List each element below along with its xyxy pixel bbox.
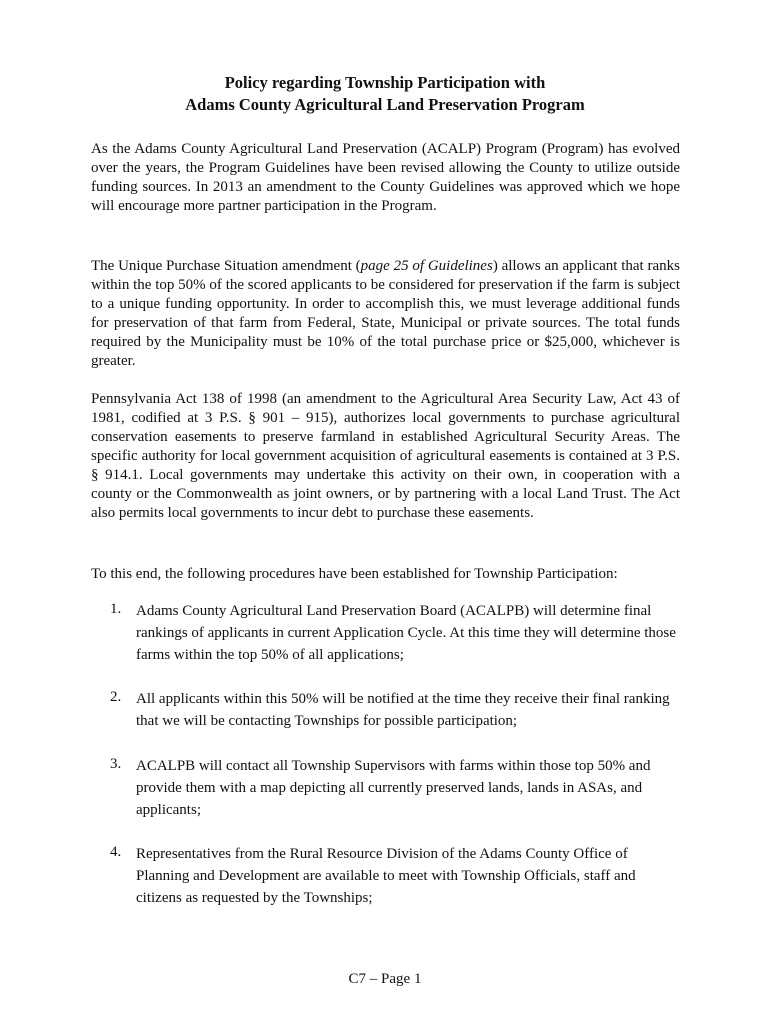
page-footer: C7 – Page 1 — [348, 971, 422, 987]
list-item-number: 3. — [110, 756, 122, 772]
title-line-2: Adams County Agricultural Land Preservation Program — [185, 95, 585, 114]
guidelines-reference: page 25 of Guidelines — [360, 258, 493, 274]
paragraph-act-138: Pennsylvania Act 138 of 1998 (an amendment to the Agricultural Area Security Law, Act 43 of 1981, codified at 3 P.S. § 901 – 915), authorizes local governments to purchase agricultural conservation easements to preserve farmland in established Agricultural Security Areas. The specific authority for local government acquisition of agricultural easements is contained at 3 P.S. § 914.1. Local governments may undertake this activity on their own, in cooperation with a county or the Commonwealth as joint owners, or by partnering with a local Land Trust. The Act also permits local governments to incur debt to purchase these easements. — [91, 391, 680, 521]
paragraph-unique-purchase-end: ) allows an applicant that ranks within the top 50% of the scored applicants to be considered for preservation if the farm is subject to a unique funding opportunity. In order to accomplish this, we must leverage additional funds for preservation of that farm from Federal, State, Municipal or private sources. The total funds required by the Municipality must be 10% of the total purchase price or $25,000, whichever is greater. — [91, 258, 680, 369]
title-line-1: Policy regarding Township Participation with — [224, 73, 546, 92]
list-item-number: 4. — [110, 844, 122, 860]
list-item-number: 1. — [110, 601, 122, 617]
list-item-text: Representatives from the Rural Resource Division of the Adams County Office of Planning and Development are available to meet with Township Officials, staff and citizens as requested by the Townships; — [136, 846, 636, 906]
list-item-text: Adams County Agricultural Land Preservation Board (ACALPB) will determine final rankings of applicants in current Application Cycle. At this time they will determine those farms within the top 50% of all applications; — [136, 603, 676, 663]
list-item-number: 2. — [110, 689, 122, 705]
document-title — [0, 72, 770, 116]
paragraph-unique-purchase-start: The Unique Purchase Situation amendment ( — [91, 258, 361, 274]
paragraph-procedures-intro: To this end, the following procedures have been established for Township Participation: — [91, 566, 618, 582]
list-item-text: All applicants within this 50% will be notified at the time they receive their final ranking that we will be contacting Townships for possible participation; — [136, 691, 670, 729]
paragraph-intro: As the Adams County Agricultural Land Preservation (ACALP) Program (Program) has evolved over the years, the Program Guidelines have been revised allowing the County to utilize outside funding sources. In 2013 an amendment to the County Guidelines was approved which we hope will encourage more partner participation in the Program. — [91, 141, 680, 214]
list-item-text: ACALPB will contact all Township Supervisors with farms within those top 50% and provide them with a map depicting all currently preserved lands, lands in ASAs, and applicants; — [136, 758, 651, 818]
paragraph-unique-purchase — [91, 257, 680, 371]
